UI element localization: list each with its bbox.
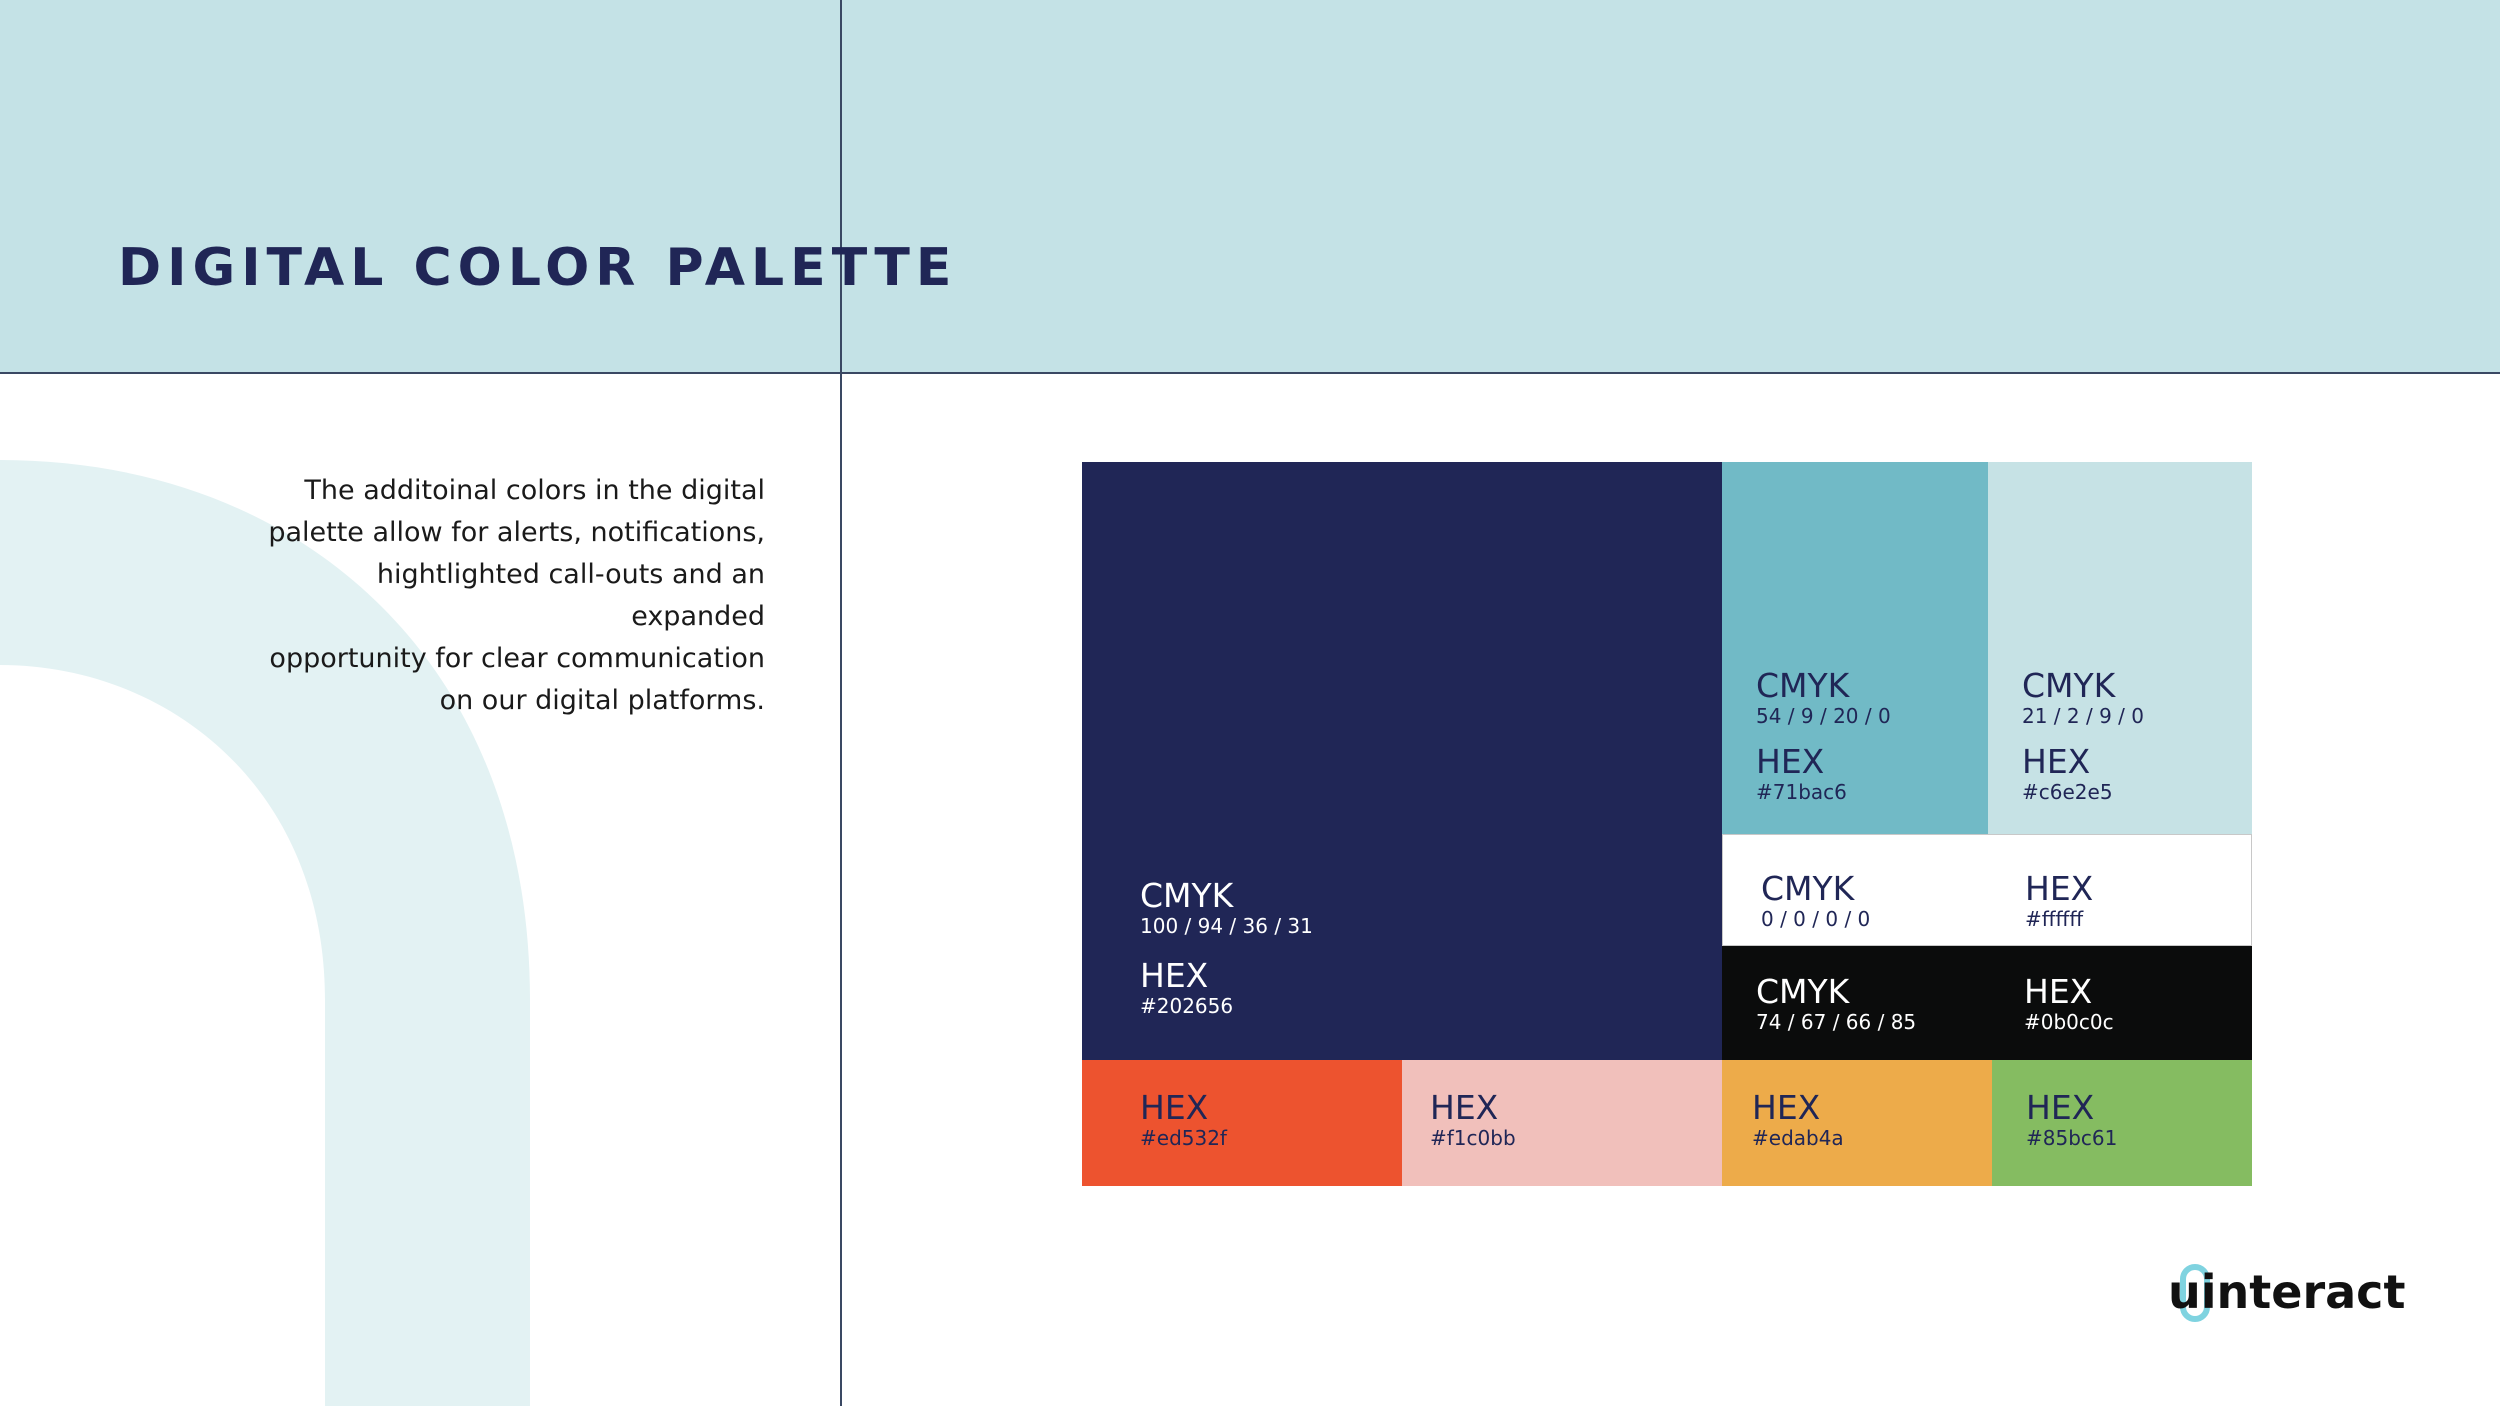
swatch-green xyxy=(1992,1060,2252,1186)
swatch-navy xyxy=(1082,462,1722,1060)
header-band xyxy=(0,0,2500,373)
swatch-yellow xyxy=(1722,1060,1992,1186)
intro-line: on our digital platforms. xyxy=(439,685,765,716)
hex-label: HEX xyxy=(2022,742,2091,781)
hex-value: #ffffff xyxy=(2025,907,2084,931)
hex-label: HEX xyxy=(2025,869,2094,908)
hex-value: #71bac6 xyxy=(1756,780,1847,804)
hex-label: HEX xyxy=(2026,1088,2095,1127)
color-palette-grid xyxy=(1082,462,2252,1186)
vertical-divider xyxy=(840,0,842,1406)
hex-label: HEX xyxy=(1430,1088,1499,1127)
swatch-teal xyxy=(1722,462,1988,834)
hex-label: HEX xyxy=(1756,742,1825,781)
cmyk-value: 54 / 9 / 20 / 0 xyxy=(1756,704,1891,728)
cmyk-label: CMYK xyxy=(1140,876,1234,915)
cmyk-value: 100 / 94 / 36 / 31 xyxy=(1140,914,1313,938)
swatch-light-blue xyxy=(1988,462,2252,834)
intro-line: The additoinal colors in the digital xyxy=(304,475,765,506)
cmyk-value: 0 / 0 / 0 / 0 xyxy=(1761,907,1871,931)
cmyk-value: 74 / 67 / 66 / 85 xyxy=(1756,1010,1917,1034)
hex-value: #85bc61 xyxy=(2026,1126,2118,1150)
uinteract-logo xyxy=(2168,1262,2406,1326)
swatch-pink xyxy=(1402,1060,1722,1186)
hex-value: #202656 xyxy=(1140,994,1234,1018)
hex-value: #f1c0bb xyxy=(1430,1126,1516,1150)
hex-label: HEX xyxy=(1752,1088,1821,1127)
intro-line: palette allow for alerts, notifications, xyxy=(268,517,765,548)
intro-paragraph xyxy=(240,470,765,722)
cmyk-label: CMYK xyxy=(1756,972,1850,1011)
swatch-orange-red xyxy=(1082,1060,1402,1186)
hex-value: #ed532f xyxy=(1140,1126,1227,1150)
cmyk-label: CMYK xyxy=(1761,869,1855,908)
hex-value: #c6e2e5 xyxy=(2022,780,2113,804)
cmyk-label: CMYK xyxy=(1756,666,1850,705)
hex-value: #edab4a xyxy=(1752,1126,1844,1150)
hex-label: HEX xyxy=(1140,1088,1209,1127)
horizontal-divider xyxy=(0,372,2500,374)
hex-value: #0b0c0c xyxy=(2024,1010,2114,1034)
swatch-white xyxy=(1722,834,2252,946)
intro-line: opportunity for clear communication xyxy=(269,643,765,674)
swatch-black xyxy=(1722,946,2252,1060)
hex-label: HEX xyxy=(1140,956,1209,995)
page-title: DIGITAL COLOR PALETTE xyxy=(118,238,958,298)
cmyk-value: 21 / 2 / 9 / 0 xyxy=(2022,704,2144,728)
intro-line: hightlighted call-outs and an expanded xyxy=(376,559,765,632)
cmyk-label: CMYK xyxy=(2022,666,2116,705)
hex-label: HEX xyxy=(2024,972,2093,1011)
logo-text: uinteract xyxy=(2168,1265,2406,1319)
